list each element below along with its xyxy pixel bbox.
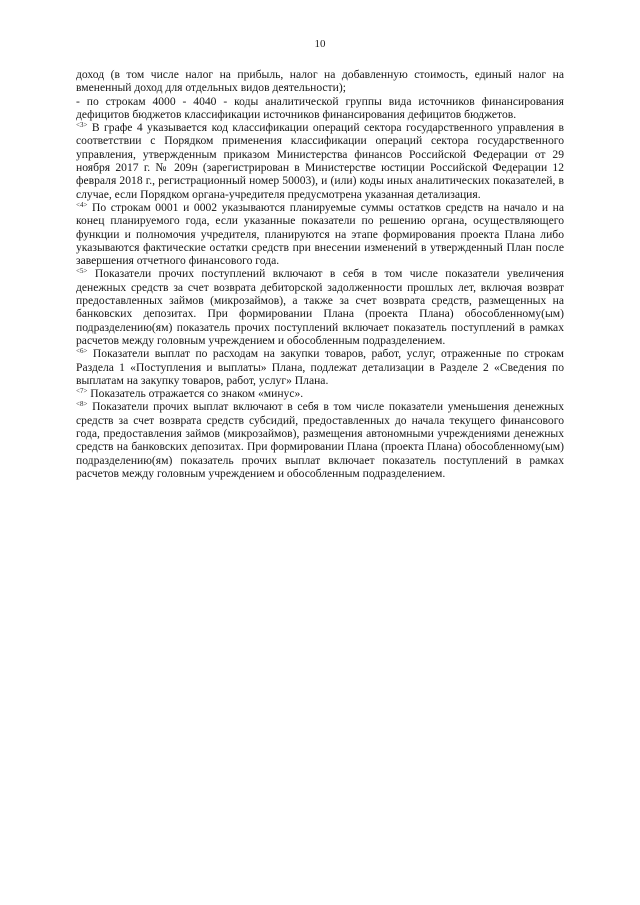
document-body — [76, 68, 564, 480]
footnote-text: Показатели прочих поступлений включают в себя в том числе показатели увеличения денежных средств за счет возврата дебиторской задолженности прошлых лет, включая возврат предоставленных займов (микрозаймов), а также за счет возврата средств, размещенных на банковских депозитах. При формировании Плана (проекта Плана) обособленному(ым) подразделению(ям) показатель прочих поступлений включает показатель поступлений в рамках расчетов между головным учреждением и обособленным подразделением. — [76, 267, 564, 347]
paragraph — [76, 68, 564, 95]
footnote-8 — [76, 400, 564, 480]
paragraph — [76, 95, 564, 122]
page-number: 10 — [314, 38, 326, 50]
footnote-marker: <6> — [76, 347, 88, 356]
footnote-marker: <7> — [76, 387, 88, 396]
footnote-marker: <8> — [76, 400, 88, 409]
footnote-text: В графе 4 указывается код классификации операций сектора государственного управления в соответствии с Порядком применения классификации операций сектора государственного управления, утвержденным приказом Министерства финансов Российской Федерации от 29 ноября 2017 г. № 209н (зарегистрирован в Министерстве юстиции Российской Федерации 12 февраля 2018 г., регистрационный номер 50003), и (или) коды иных аналитических показателей, в случае, если Порядком органа-учредителя предусмотрена указанная детализация. — [76, 121, 564, 201]
footnote-7 — [76, 387, 564, 400]
footnote-4 — [76, 201, 564, 267]
footnote-marker: <3> — [76, 121, 88, 130]
footnote-marker: <4> — [76, 200, 88, 209]
footnote-5 — [76, 267, 564, 347]
footnote-marker: <5> — [76, 267, 88, 276]
footnote-text: По строкам 0001 и 0002 указываются планируемые суммы остатков средств на начало и на конец планируемого года, если указанные показатели по решению органа, осуществляющего функции и полномочия учредителя, планируются на этапе формирования проекта Плана либо указываются фактические остатки средств при внесении изменений в утвержденный План после завершения отчетного финансового года. — [76, 200, 564, 268]
footnote-text: Показатели выплат по расходам на закупки товаров, работ, услуг, отраженные по строкам Раздела 1 «Поступления и выплаты» Плана, подлежат детализации в Разделе 2 «Сведения по выплатам на закупку товаров, работ, услуг» Плана. — [76, 347, 564, 387]
footnote-text: Показатель отражается со знаком «минус». — [87, 387, 304, 401]
footnote-6 — [76, 347, 564, 387]
paragraph-text: - по строкам 4000 - 4040 - коды аналитической группы вида источников финансирования дефицитов бюджетов классификации источников финансирования дефицитов бюджетов. — [76, 94, 564, 121]
footnote-3 — [76, 121, 564, 201]
footnote-text: Показатели прочих выплат включают в себя в том числе показатели уменьшения денежных средств за счет возврата средств субсидий, предоставленных до начала текущего финансового года, предоставления займов (микрозаймов), размещения автономными учреждениями денежных средств на банковских депозитах. При формировании Плана (проекта Плана) обособленному(ым) подразделению(ям) показатель прочих выплат включает показатель поступлений в рамках расчетов между головным учреждением и обособленным подразделением. — [76, 400, 564, 480]
paragraph-text: доход (в том числе налог на прибыль, налог на добавленную стоимость, единый налог на вмененный доход для отдельных видов деятельности); — [76, 68, 564, 95]
